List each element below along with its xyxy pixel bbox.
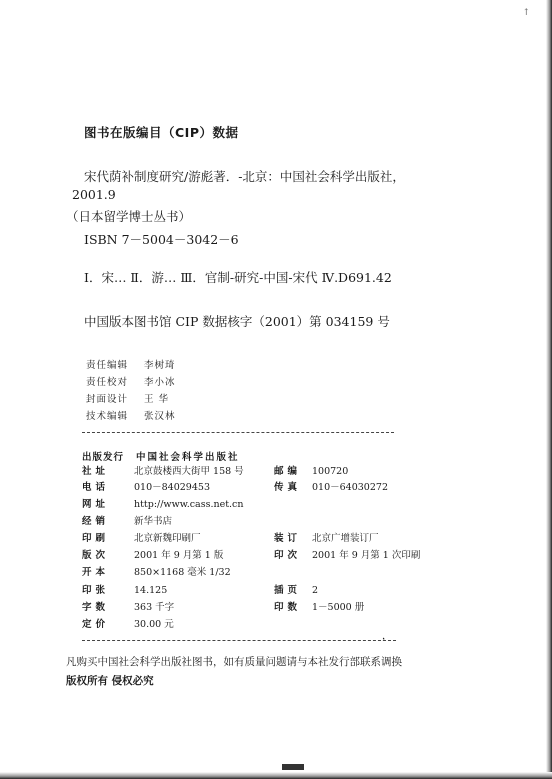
detail-key-2: 传真 — [274, 482, 302, 493]
cip-isbn-line: ISBN 7－5004－3042－6 — [84, 232, 239, 247]
detail-value-2: 1－5000 册 — [312, 602, 365, 613]
staff-row — [86, 408, 176, 422]
staff-label: 责任编辑 — [86, 360, 129, 371]
staff-label: 责任校对 — [86, 377, 129, 388]
detail-key-2: 印次 — [274, 550, 302, 561]
staff-row — [86, 374, 176, 388]
detail-key: 社址 — [82, 466, 110, 477]
detail-value-2: 北京广增装订厂 — [312, 533, 379, 544]
detail-value: 010－84029453 — [134, 482, 210, 493]
detail-value: 新华书店 — [134, 516, 173, 527]
detail-value: 14.125 — [134, 585, 168, 596]
publisher-value: 中国社会科学出版社 — [136, 452, 240, 463]
detail-key: 电话 — [82, 482, 110, 493]
detail-key-2: 邮编 — [274, 466, 302, 477]
detail-value: http://www.cass.net.cn — [134, 499, 244, 510]
detail-key-2: 印数 — [274, 602, 302, 613]
corner-mark: ↑ — [522, 8, 530, 18]
detail-key: 开本 — [82, 567, 110, 578]
detail-key: 字数 — [82, 602, 110, 613]
detail-key: 版次 — [82, 550, 110, 561]
detail-value: 30.00 元 — [134, 619, 174, 630]
detail-value-2: 010－64030272 — [312, 482, 388, 493]
detail-key: 印刷 — [82, 533, 110, 544]
detail-value: 363 千字 — [134, 602, 175, 613]
detail-value: 北京鼓楼西大街甲 158 号 — [134, 466, 244, 477]
divider — [82, 640, 396, 641]
detail-key-2: 插页 — [274, 585, 302, 596]
staff-label: 技术编辑 — [86, 411, 129, 422]
detail-key: 定价 — [82, 619, 110, 630]
page-edge-shadow — [546, 0, 552, 779]
cip-title: 图书在版编目（CIP）数据 — [84, 125, 239, 140]
rights-notice: 版权所有 侵权必究 — [66, 675, 154, 687]
stray-mark: ， — [382, 631, 392, 642]
cip-date-line: 2001.9 — [72, 187, 116, 202]
staff-value: 李树琦 — [144, 360, 176, 371]
divider — [82, 432, 394, 433]
staff-row — [86, 357, 176, 371]
staff-value: 李小冰 — [144, 377, 176, 388]
staff-label: 封面设计 — [86, 394, 129, 405]
detail-key: 印张 — [82, 585, 110, 596]
detail-key-2: 装订 — [274, 533, 302, 544]
detail-value-2: 100720 — [312, 466, 349, 477]
cip-series-line: （日本留学博士丛书） — [66, 209, 192, 224]
detail-key: 经销 — [82, 516, 110, 527]
staff-value: 王 华 — [144, 394, 170, 405]
detail-key: 网址 — [82, 499, 110, 510]
scan-mark — [282, 764, 304, 770]
detail-value-2: 2 — [312, 585, 319, 596]
return-notice: 凡购买中国社会科学出版社图书，如有质量问题请与本社发行部联系调换 — [66, 656, 402, 668]
detail-value-2: 2001 年 9 月第 1 次印刷 — [312, 550, 421, 561]
page-edge-shadow — [0, 772, 552, 779]
staff-row — [86, 391, 169, 405]
detail-value: 2001 年 9 月第 1 版 — [134, 550, 224, 561]
publisher-row — [82, 449, 240, 463]
detail-value: 850×1168 毫米 1/32 — [134, 567, 231, 578]
cip-record-line: 中国版本图书馆 CIP 数据核字（2001）第 034159 号 — [84, 314, 390, 329]
staff-value: 张汉林 — [144, 411, 176, 422]
cip-subject-line: Ⅰ．宋… Ⅱ．游… Ⅲ．官制-研究-中国-宋代 Ⅳ.D691.42 — [84, 270, 392, 285]
cip-title-line: 宋代荫补制度研究/游彪著．-北京：中国社会科学出版社， — [84, 169, 405, 184]
detail-value: 北京新魏印刷厂 — [134, 533, 201, 544]
publisher-label: 出版发行 — [82, 452, 125, 463]
